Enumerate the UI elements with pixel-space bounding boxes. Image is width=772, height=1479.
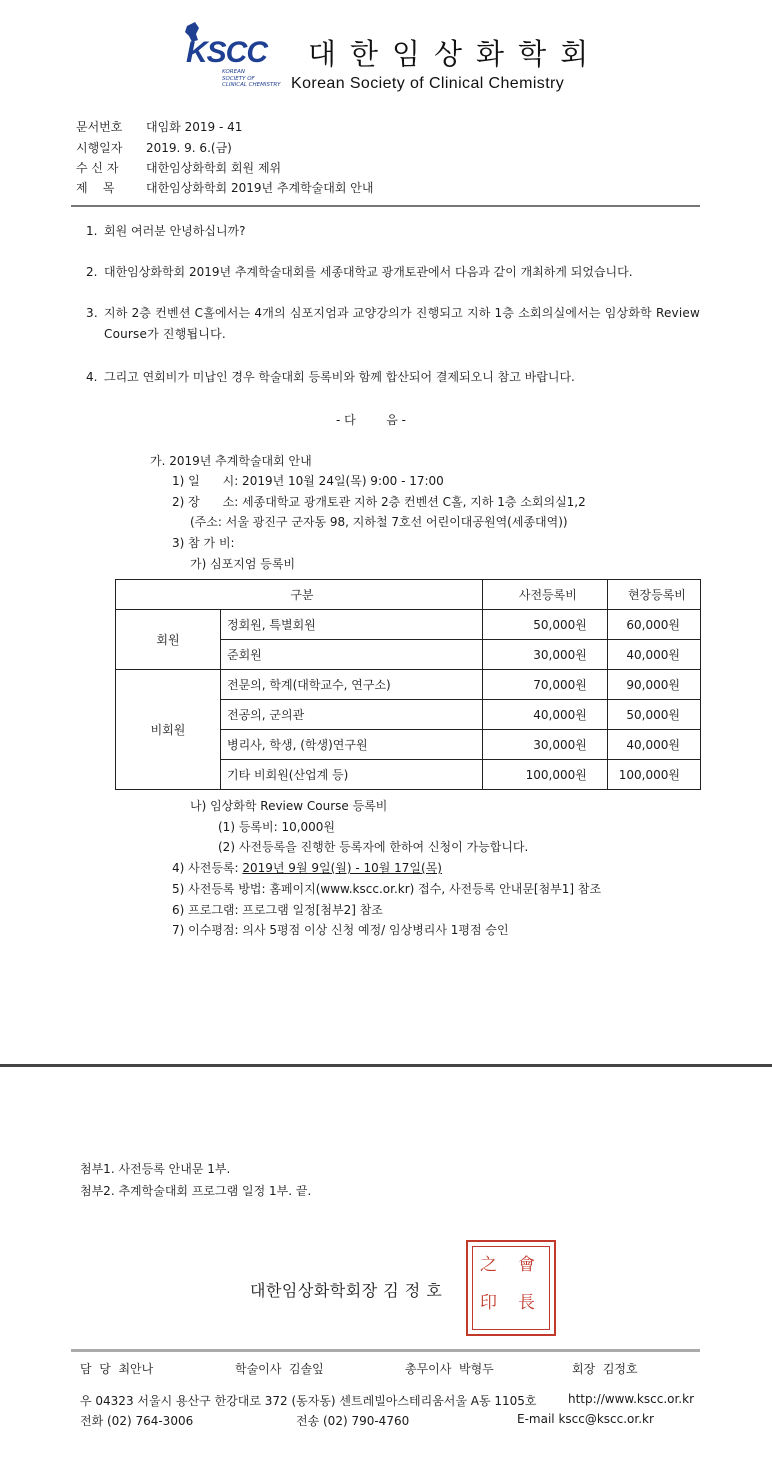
footer-address: 우 04323 서울시 용산구 한강대로 372 (동자동) 센트레빌아스테리움서울 A동 1105호	[80, 1394, 537, 1408]
meta-recipient: 수 신 자 대한임상화학회 회원 제위	[76, 161, 282, 175]
event-place: 2) 장 소: 세종대학교 광개토관 지하 2층 컨벤션 C홀, 지하 1층 소회의실1,2	[172, 495, 586, 509]
paragraph-4: 4. 그리고 연회비가 미납인 경우 학술대회 등록비와 함께 합산되어 결제되오니 참고 바랍니다.	[86, 370, 575, 384]
prereg-period: 4) 사전등록: 2019년 9월 9일(월) - 10월 17일(목)	[172, 861, 442, 875]
paragraph-3: 3. 지하 2층 컨벤션 C홀에서는 4개의 심포지엄과 교양강의가 진행되고 지하 1층 소회의실에서는 임상화학 Review Course가 진행됩니다.	[86, 306, 700, 341]
footer-email[interactable]: E-mail kscc@kscc.or.kr	[517, 1412, 654, 1426]
da-eum-heading: - 다 음 -	[336, 413, 406, 427]
footer-tel: 전화 (02) 764-3006	[80, 1414, 194, 1428]
program-info: 6) 프로그램: 프로그램 일정[첨부2] 참조	[172, 903, 383, 917]
pre-fee: 50,000원	[482, 610, 607, 640]
review-course-title: 나) 임상화학 Review Course 등록비	[190, 799, 388, 813]
official-seal: 會 長 之 印	[466, 1240, 556, 1336]
review-course-note: (2) 사전등록을 진행한 등록자에 한하여 신청이 가능합니다.	[218, 840, 529, 854]
onsite-fee: 40,000원	[607, 640, 700, 670]
logo-subtitle: KOREAN SOCIETY OF CLINICAL CHEMISTRY	[222, 69, 281, 88]
paragraph-1: 1. 회원 여러분 안녕하십니까?	[86, 224, 246, 238]
staff-academic-director: 학술이사 김솔잎	[235, 1362, 324, 1376]
event-address: (주소: 서울 광진구 군자동 98, 지하철 7호선 어린이대공원역(세종대역))	[190, 515, 568, 529]
group-member: 회원	[116, 610, 221, 670]
onsite-fee: 40,000원	[607, 730, 700, 760]
header-category: 구분	[116, 580, 483, 610]
org-name-english: Korean Society of Clinical Chemistry	[291, 75, 565, 92]
section-title: 가. 2019년 추계학술대회 안내	[150, 454, 312, 468]
staff-president: 회장 김정호	[572, 1362, 638, 1376]
member-type: 전문의, 학계(대학교수, 연구소)	[221, 670, 483, 700]
meta-date: 시행일자 2019. 9. 6.(금)	[76, 141, 232, 155]
review-course-fee: (1) 등록비: 10,000원	[218, 820, 336, 834]
footer-url[interactable]: http://www.kscc.or.kr	[568, 1392, 694, 1406]
page-break-divider	[0, 1064, 772, 1067]
symposium-fee-title: 가) 심포지엄 등록비	[190, 557, 296, 571]
paragraph-2: 2. 대한임상화학회 2019년 추계학술대회를 세종대학교 광개토관에서 다음과 같이 개최하게 되었습니다.	[86, 265, 633, 279]
header-divider	[71, 205, 700, 207]
onsite-fee: 90,000원	[607, 670, 700, 700]
credit-info: 7) 이수평점: 의사 5평점 이상 신청 예정/ 임상병리사 1평점 승인	[172, 923, 509, 937]
staff-general-director: 총무이사 박형두	[405, 1362, 494, 1376]
member-type: 준회원	[221, 640, 483, 670]
staff-manager: 담 당 최안나	[80, 1362, 154, 1376]
table-header-row	[116, 580, 701, 610]
pre-fee: 30,000원	[482, 730, 607, 760]
member-type: 병리사, 학생, (학생)연구원	[221, 730, 483, 760]
meta-subject: 제 목 대한임상화학회 2019년 추계학술대회 안내	[76, 181, 374, 195]
member-type: 기타 비회원(산업계 등)	[221, 760, 483, 790]
signature-divider	[71, 1349, 700, 1352]
meta-doc-number: 문서번호 대임화 2019 - 41	[76, 120, 243, 134]
pre-fee: 40,000원	[482, 700, 607, 730]
attachment-1: 첨부1. 사전등록 안내문 1부.	[80, 1162, 231, 1176]
pre-fee: 30,000원	[482, 640, 607, 670]
president-name: 대한임상화학회장 김 정 호	[250, 1281, 443, 1300]
onsite-fee: 50,000원	[607, 700, 700, 730]
prereg-method: 5) 사전등록 방법: 홈페이지(www.kscc.or.kr) 접수, 사전등록 안내문[첨부1] 참조	[172, 882, 602, 896]
logo-letters: KSCC	[186, 36, 268, 69]
table-row	[116, 610, 701, 640]
pre-fee: 100,000원	[482, 760, 607, 790]
footer-fax: 전송 (02) 790-4760	[296, 1414, 410, 1428]
fee-title: 3) 참 가 비:	[172, 536, 235, 550]
event-date: 1) 일 시: 2019년 10월 24일(목) 9:00 - 17:00	[172, 474, 444, 488]
onsite-fee: 100,000원	[607, 760, 700, 790]
group-nonmember: 비회원	[116, 670, 221, 790]
table-row	[116, 670, 701, 700]
org-name-korean: 대한임상화학회	[308, 37, 603, 71]
fee-table	[115, 579, 701, 790]
attachment-2: 첨부2. 추계학술대회 프로그램 일정 1부. 끝.	[80, 1184, 312, 1198]
onsite-fee: 60,000원	[607, 610, 700, 640]
pre-fee: 70,000원	[482, 670, 607, 700]
header-pre-fee: 사전등록비	[482, 580, 607, 610]
header-onsite-fee: 현장등록비	[607, 580, 700, 610]
member-type: 정회원, 특별회원	[221, 610, 483, 640]
member-type: 전공의, 군의관	[221, 700, 483, 730]
